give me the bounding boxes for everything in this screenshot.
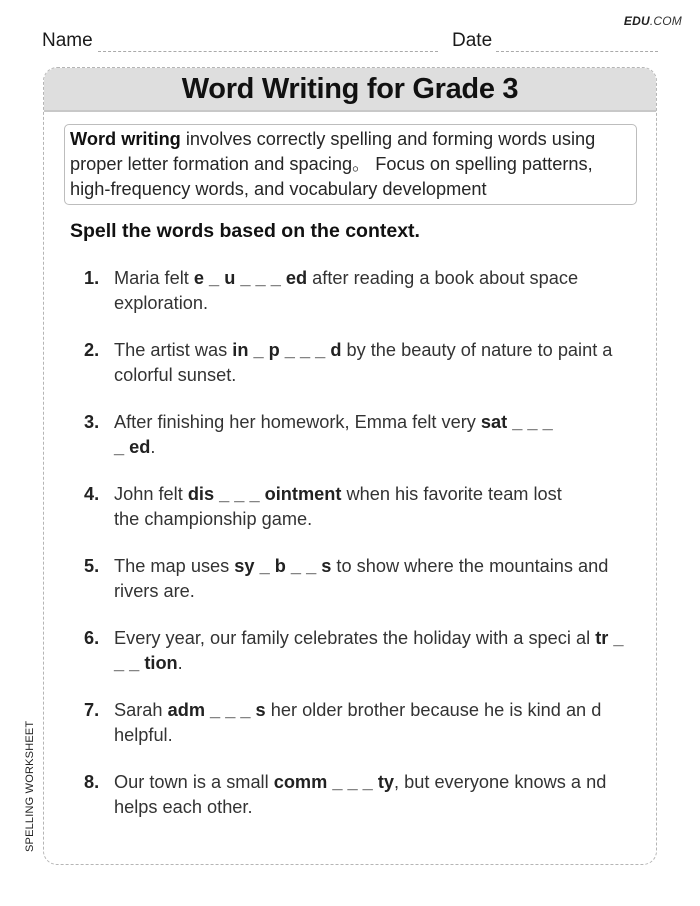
blank-word[interactable]: dis _ _ _ ointment	[187, 484, 342, 504]
blank-word[interactable]: in _ p _ _ _ d	[232, 340, 342, 360]
side-label: SPELLING WORKSHEET	[24, 720, 36, 852]
question-item	[84, 410, 554, 460]
question-after: .	[177, 653, 183, 673]
name-line	[98, 51, 438, 52]
worksheet-header	[44, 68, 656, 112]
question-before: The map uses	[114, 556, 235, 576]
question-number: 6.	[84, 628, 100, 648]
brand-rest: .COM	[649, 14, 682, 28]
question-after: when his favorite team lost the championship game.	[114, 484, 562, 529]
name-label: Name	[42, 30, 93, 51]
question-text	[114, 338, 630, 388]
question-item	[84, 338, 630, 388]
question-list	[64, 266, 637, 820]
brand-bold: EDU	[623, 14, 650, 28]
question-number: 5.	[84, 556, 100, 576]
question-number: 7.	[84, 700, 100, 720]
blank-word[interactable]: sy _ b _ _ s	[234, 556, 332, 576]
question-after: after reading a book about space exploration.	[114, 268, 579, 313]
question-after: to show where the mountains and rivers are.	[114, 556, 609, 601]
brand-logo	[624, 14, 682, 28]
question-item	[84, 770, 630, 820]
blank-word[interactable]: adm _ _ _ s	[167, 700, 266, 720]
question-text	[114, 770, 630, 820]
blank-word[interactable]: tr _ _ _ tion	[114, 628, 624, 673]
blank-word[interactable]: e _ u _ _ _ ed	[193, 268, 308, 288]
instruction: Spell the words based on the context.	[70, 220, 420, 242]
question-number: 2.	[84, 340, 100, 360]
name-date-row	[42, 30, 658, 54]
question-before: After finishing her homework, Emma felt very	[114, 412, 481, 432]
intro-box	[64, 124, 637, 205]
question-text	[114, 482, 564, 532]
date-label: Date	[452, 30, 493, 51]
question-before: The artist was	[114, 340, 233, 360]
question-text	[114, 266, 630, 316]
question-number: 4.	[84, 484, 100, 504]
question-item	[84, 554, 630, 604]
question-item	[84, 698, 630, 748]
blank-word[interactable]: sat _ _ _ _ ed	[114, 412, 553, 457]
question-before: Every year, our family celebrates the holiday with a speci al	[114, 628, 596, 648]
question-before: Sarah	[114, 700, 168, 720]
question-item	[84, 482, 564, 532]
question-text	[114, 410, 554, 460]
question-after: her older brother because he is kind an d helpful.	[114, 700, 602, 745]
blank-word[interactable]: comm _ _ _ ty	[273, 772, 394, 792]
question-text	[114, 554, 630, 604]
date-field[interactable]	[452, 30, 658, 52]
question-item	[84, 266, 630, 316]
name-field[interactable]	[42, 30, 438, 52]
question-text	[114, 626, 630, 676]
question-after: , but everyone knows a nd helps each other.	[114, 772, 607, 817]
question-number: 1.	[84, 268, 100, 288]
question-item	[84, 626, 630, 676]
worksheet-title: Word Writing for Grade 3	[181, 72, 519, 105]
question-number: 8.	[84, 772, 100, 792]
intro-bold-term: Word writing	[70, 129, 181, 149]
worksheet-body	[44, 112, 656, 820]
question-number: 3.	[84, 412, 100, 432]
question-text	[114, 698, 630, 748]
question-before: Maria felt	[114, 268, 194, 288]
worksheet-card	[43, 67, 657, 865]
question-before: John felt	[114, 484, 188, 504]
question-before: Our town is a small	[114, 772, 274, 792]
intro-text: involves correctly spelling and forming words using proper letter formation and spacing。 Focus on spelling patterns, high-frequency words, and vocabulary development	[70, 129, 596, 199]
question-after: .	[150, 437, 156, 457]
date-line	[496, 51, 658, 52]
question-after: by the beauty of nature to paint a colorful sunset.	[114, 340, 613, 385]
